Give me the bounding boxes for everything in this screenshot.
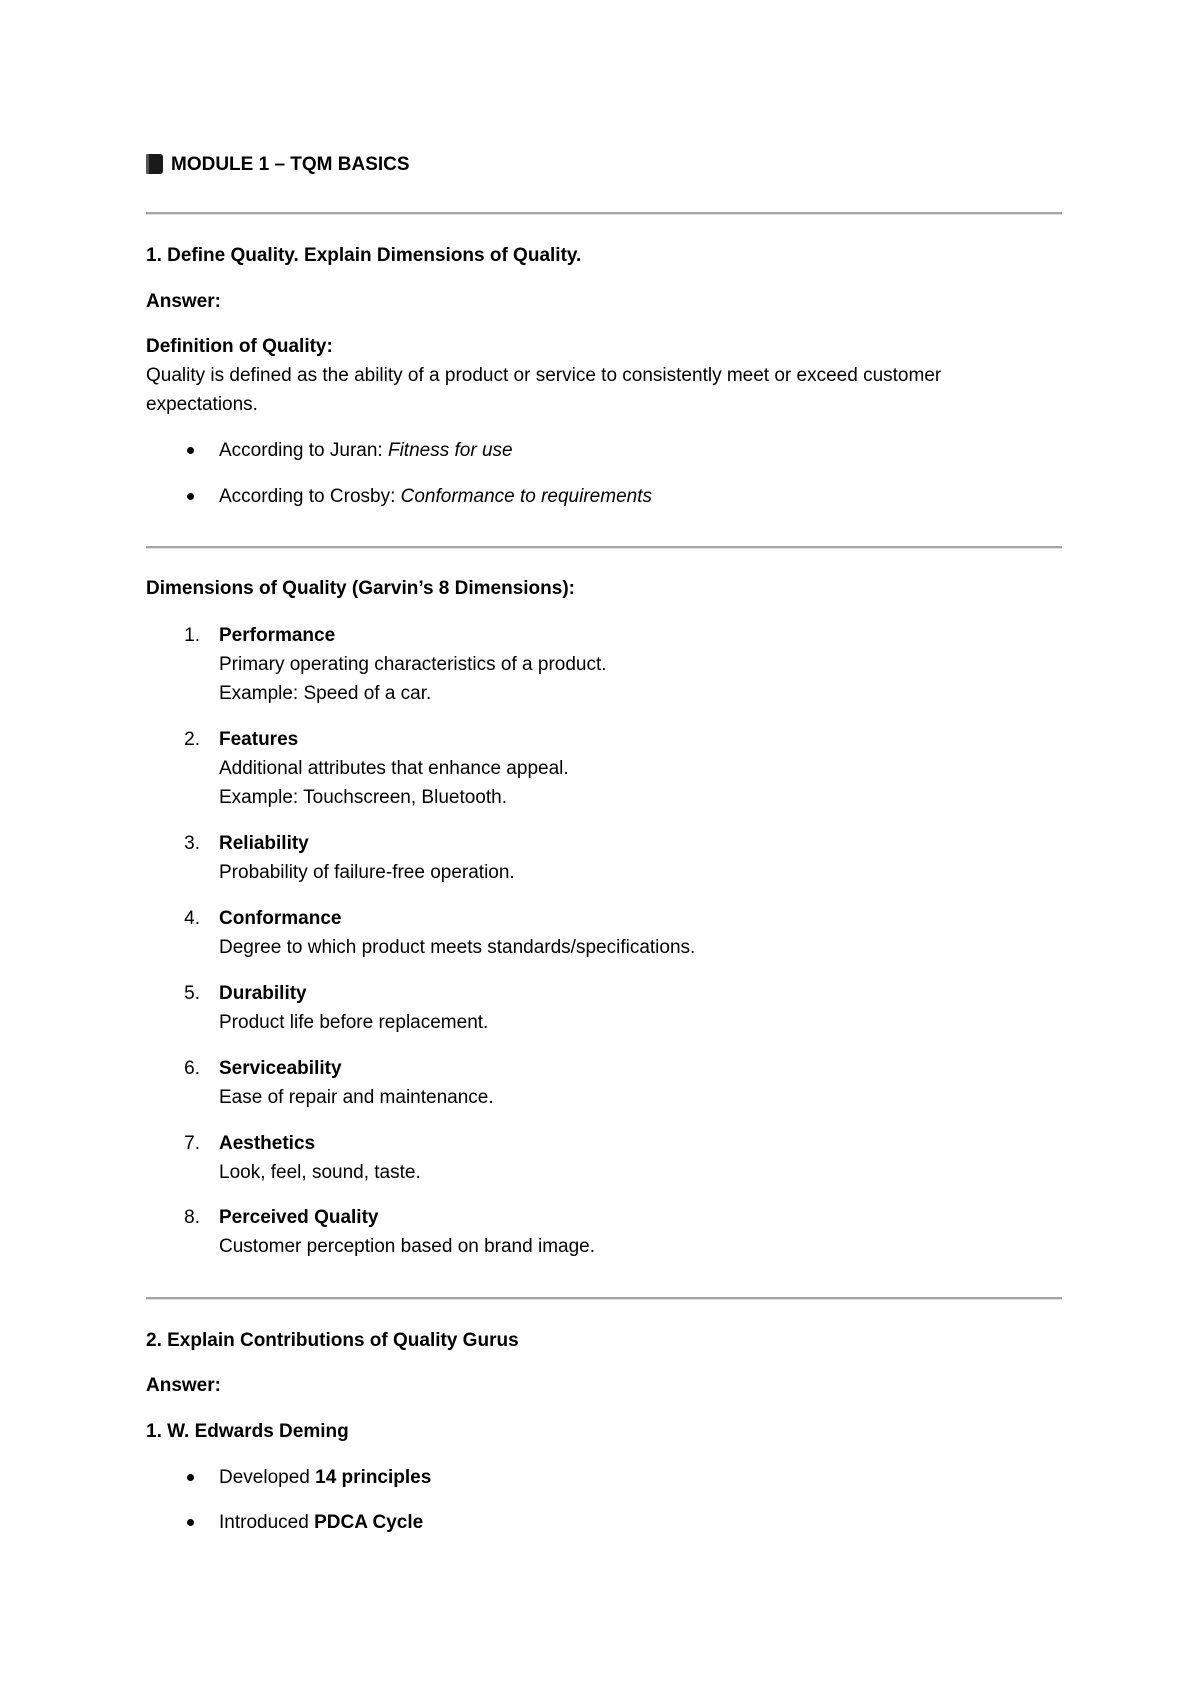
list-number: 2. xyxy=(184,729,200,750)
dimension-name: Aesthetics xyxy=(219,1133,316,1154)
definition-text-line-1: Quality is defined as the ability of a product or service to consistently meet or exceed customer xyxy=(146,365,942,386)
module-title xyxy=(146,154,410,174)
dimension-description: Ease of repair and maintenance. xyxy=(219,1087,494,1108)
list-number: 1. xyxy=(184,625,200,646)
list-number: 4. xyxy=(184,908,200,929)
dimension-description: Degree to which product meets standards/specifications. xyxy=(219,937,696,958)
dimension-name: Performance xyxy=(219,625,336,646)
list-item-crosby: According to Crosby: Conformance to requirements xyxy=(219,486,652,507)
divider xyxy=(146,546,1062,549)
bullet-icon xyxy=(187,447,194,454)
dimension-description: Probability of failure-free operation. xyxy=(219,862,515,883)
bullet-icon xyxy=(187,1474,194,1481)
bullet-icon xyxy=(187,493,194,500)
list-item-pdca: Introduced PDCA Cycle xyxy=(219,1512,424,1533)
dimension-description: Primary operating characteristics of a product. xyxy=(219,654,607,675)
dimension-description: Additional attributes that enhance appeal. xyxy=(219,758,569,779)
dimension-name: Reliability xyxy=(219,833,309,854)
dimension-name: Perceived Quality xyxy=(219,1207,379,1228)
list-number: 7. xyxy=(184,1133,200,1154)
list-number: 5. xyxy=(184,983,200,1004)
dimension-name: Features xyxy=(219,729,299,750)
list-item-principles: Developed 14 principles xyxy=(219,1467,432,1488)
divider xyxy=(146,212,1062,215)
module-title-text: MODULE 1 – TQM BASICS xyxy=(171,154,410,175)
dimension-description: Product life before replacement. xyxy=(219,1012,489,1033)
book-icon xyxy=(146,154,163,174)
answer-label: Answer: xyxy=(146,1375,221,1396)
definition-text-line-2: expectations. xyxy=(146,394,258,415)
question-2: 2. Explain Contributions of Quality Gurus xyxy=(146,1330,519,1351)
dimension-description: Look, feel, sound, taste. xyxy=(219,1162,421,1183)
guru-heading: 1. W. Edwards Deming xyxy=(146,1421,349,1442)
dimension-example: Example: Speed of a car. xyxy=(219,683,432,704)
list-number: 3. xyxy=(184,833,200,854)
divider xyxy=(146,1297,1062,1300)
dimension-description: Customer perception based on brand image. xyxy=(219,1236,596,1257)
dimension-name: Durability xyxy=(219,983,307,1004)
dimension-name: Conformance xyxy=(219,908,342,929)
dimension-name: Serviceability xyxy=(219,1058,342,1079)
question-1: 1. Define Quality. Explain Dimensions of Quality. xyxy=(146,245,582,266)
list-number: 6. xyxy=(184,1058,200,1079)
dimensions-heading: Dimensions of Quality (Garvin’s 8 Dimensions): xyxy=(146,578,575,599)
definition-heading: Definition of Quality: xyxy=(146,336,333,357)
answer-label: Answer: xyxy=(146,291,221,312)
list-item-juran: According to Juran: Fitness for use xyxy=(219,440,513,461)
dimension-example: Example: Touchscreen, Bluetooth. xyxy=(219,787,507,808)
list-number: 8. xyxy=(184,1207,200,1228)
bullet-icon xyxy=(187,1519,194,1526)
